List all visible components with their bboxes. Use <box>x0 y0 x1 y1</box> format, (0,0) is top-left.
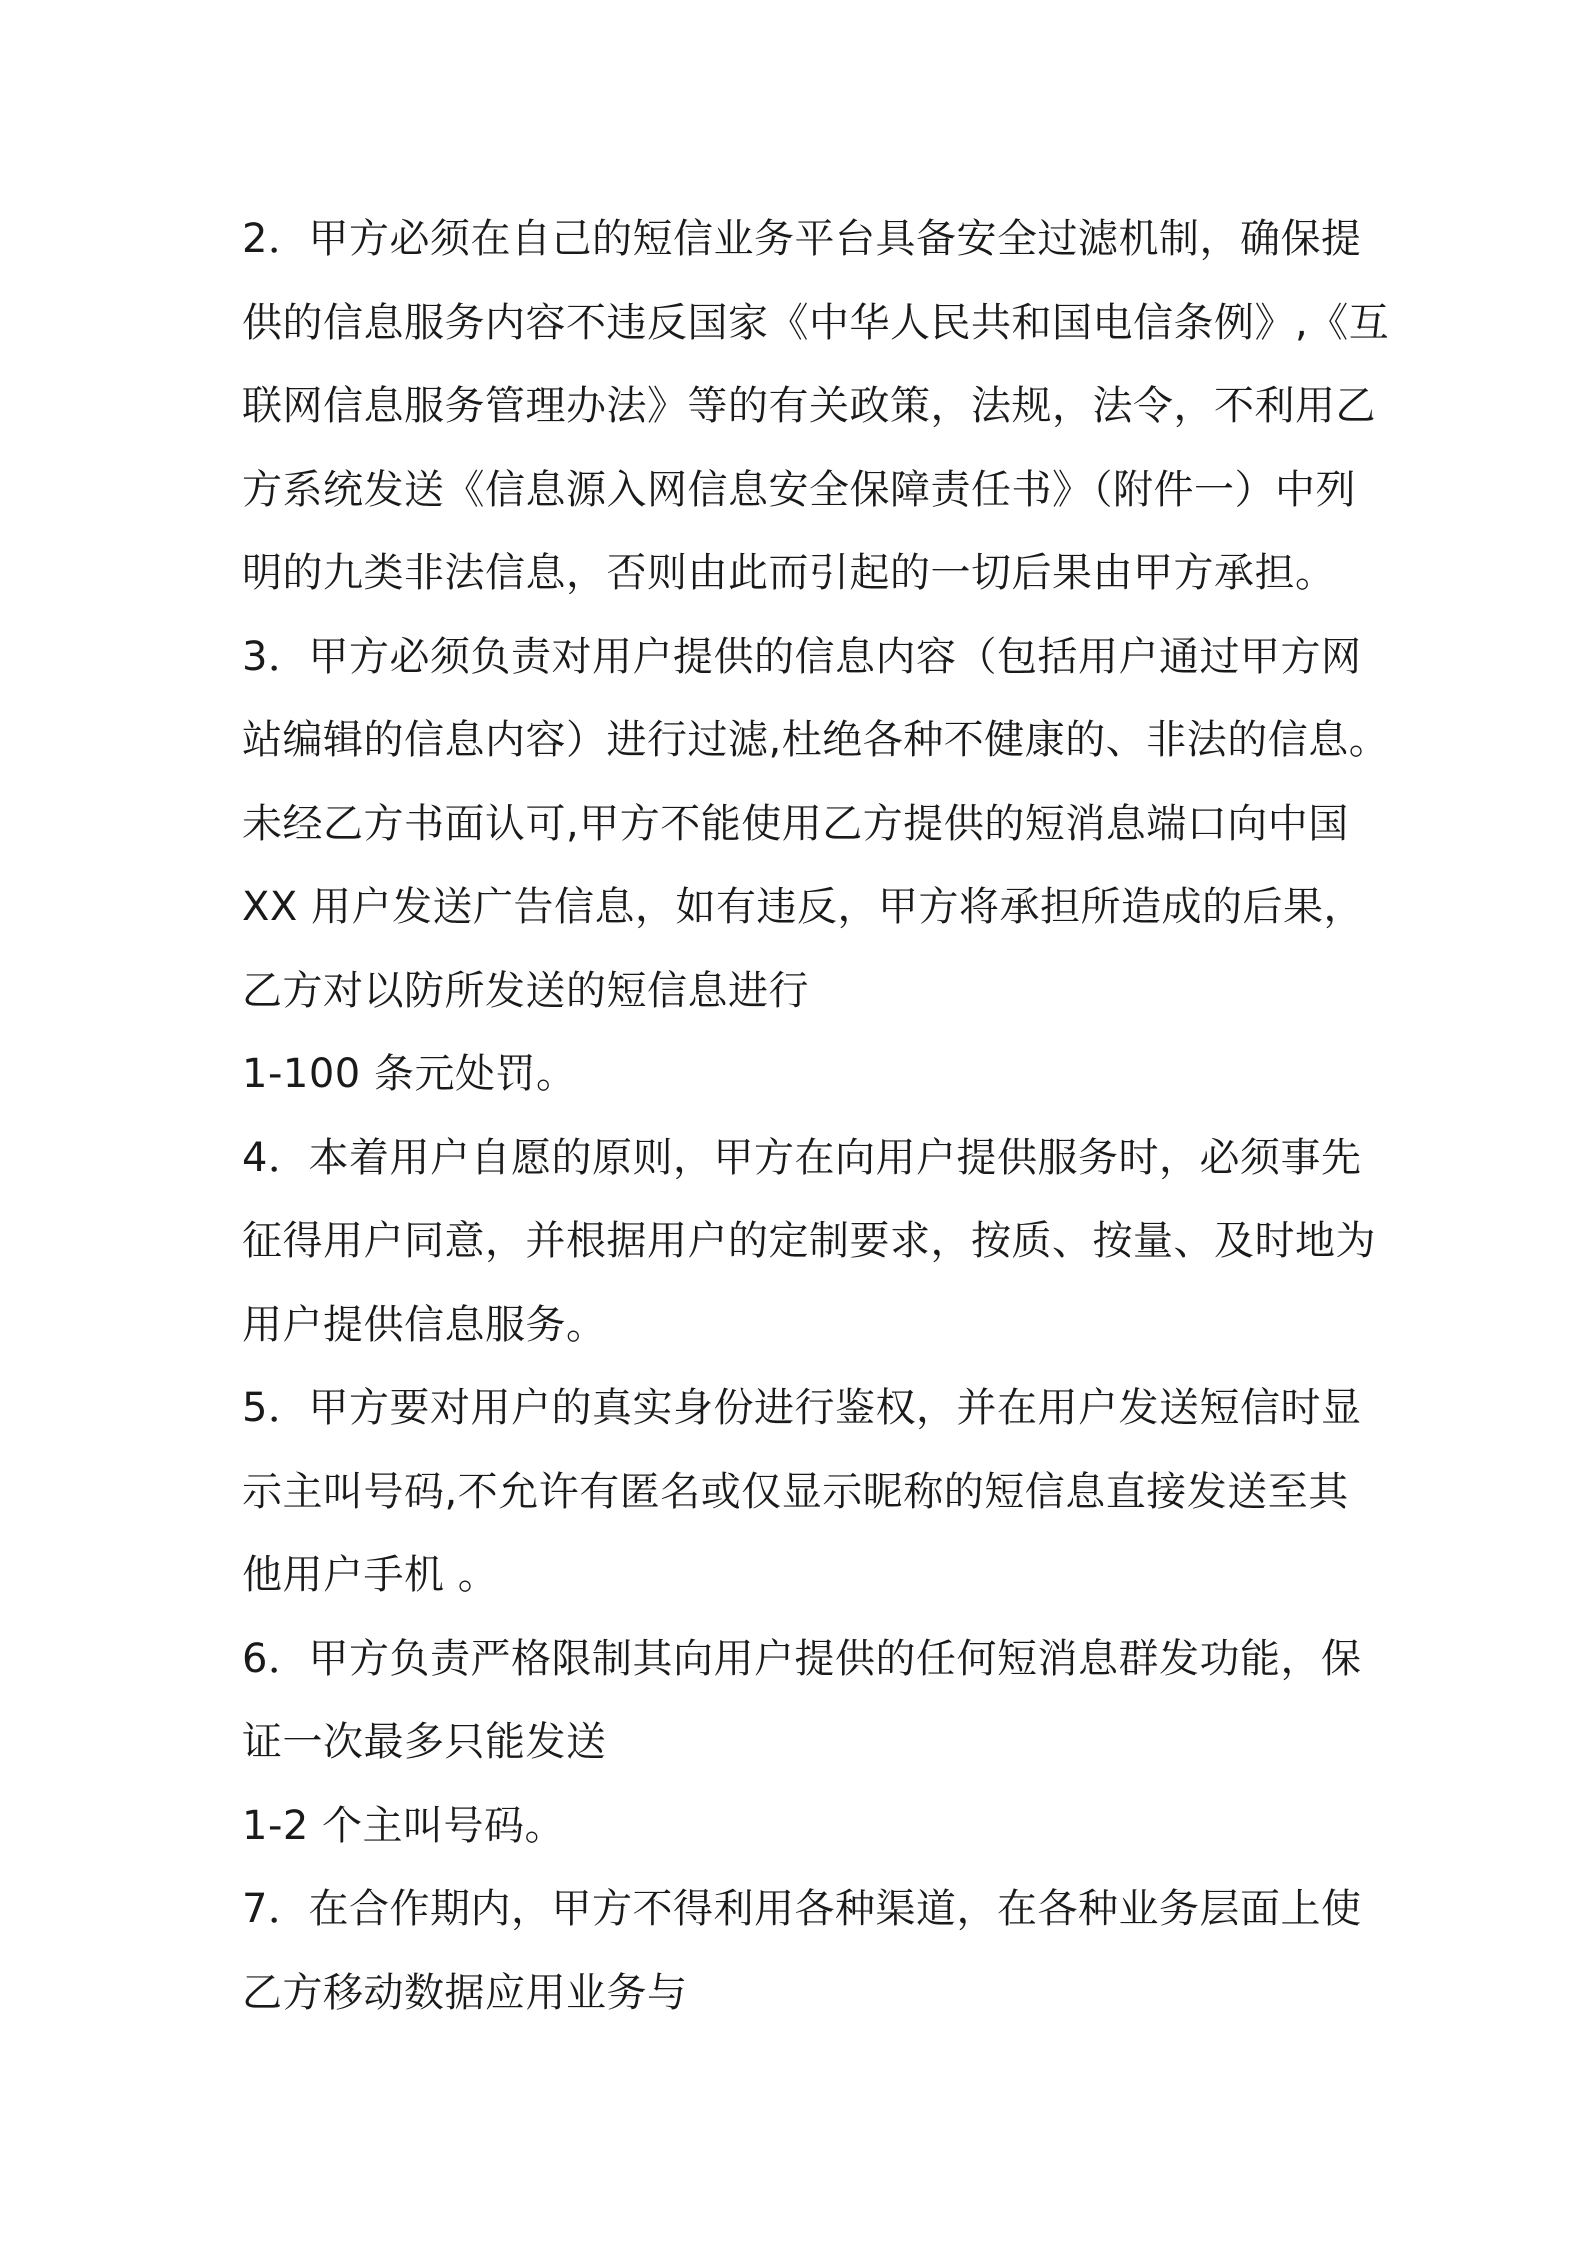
text-line: 方系统发送《信息源入网信息安全保障责任书》（附件一）中列 <box>242 466 1356 513</box>
text-line: 站编辑的信息内容）进行过滤,杜绝各种不健康的、非法的信息。 <box>242 717 1390 763</box>
text-line: 乙方对以防所发送的短信息进行 <box>242 967 809 1014</box>
contract-text-body <box>242 198 1390 2035</box>
text-line: 明的九类非法信息，否则由此而引起的一切后果由甲方承担。 <box>242 550 1336 596</box>
text-line: 4．本着用户自愿的原则，甲方在向用户提供服务时，必须事先 <box>242 1134 1362 1181</box>
text-line: 7．在合作期内，甲方不得利用各种渠道，在各种业务层面上使 <box>242 1886 1362 1932</box>
text-line: 1-2 个主叫号码。 <box>242 1802 566 1849</box>
text-line: 供的信息服务内容不违反国家《中华人民共和国电信条例》,《互 <box>242 299 1390 346</box>
text-line: 示主叫号码,不允许有匿名或仅显示昵称的短信息直接发送至其 <box>242 1468 1349 1515</box>
text-line: 证一次最多只能发送 <box>242 1719 607 1765</box>
text-line: 联网信息服务管理办法》等的有关政策，法规，法令，不利用乙 <box>242 383 1376 429</box>
text-line: 1-100 条元处罚。 <box>242 1051 577 1097</box>
text-line: 征得用户同意，并根据用户的定制要求，按质、按量、及时地为 <box>242 1218 1376 1264</box>
text-line: 2．甲方必须在自己的短信业务平台具备安全过滤机制，确保提 <box>242 216 1362 262</box>
text-line: XX 用户发送广告信息，如有违反，甲方将承担所造成的后果， <box>242 884 1365 930</box>
text-line: 3．甲方必须负责对用户提供的信息内容（包括用户通过甲方网 <box>242 633 1362 680</box>
text-line: 乙方移动数据应用业务与 <box>242 1969 688 2016</box>
text-line: 未经乙方书面认可,甲方不能使用乙方提供的短消息端口向中国 <box>242 800 1349 847</box>
text-line: 他用户手机 。 <box>242 1552 499 1598</box>
text-line: 用户提供信息服务。 <box>242 1301 607 1348</box>
text-line: 6．甲方负责严格限制其向用户提供的任何短消息群发功能，保 <box>242 1635 1362 1682</box>
text-line: 5．甲方要对用户的真实身份进行鉴权，并在用户发送短信时显 <box>242 1385 1362 1431</box>
